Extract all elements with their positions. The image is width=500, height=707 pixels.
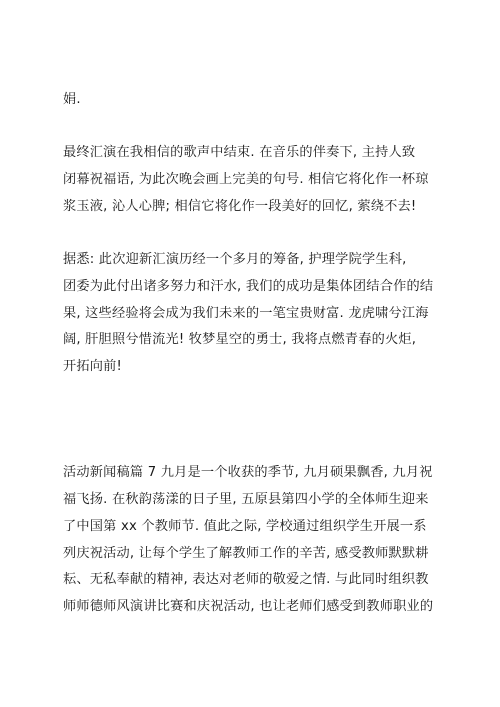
text-line: 闭幕祝福语, 为此次晚会画上完美的句号. 相信它将化作一杯琼 — [63, 172, 429, 187]
text-line: 开拓向前! — [63, 359, 123, 374]
text-line: 团委为此付出诸多努力和汗水, 我们的成功是集体团结合作的结 — [63, 279, 434, 294]
text-line: 了中国第 xx 个教师节. 值此之际, 学校通过组织学生开展一系 — [63, 519, 427, 534]
text-line: 最终汇演在我相信的歌声中结束. 在音乐的伴奏下, 主持人致 — [63, 145, 416, 160]
text-line: 据悉: 此次迎新汇演历经一个多月的筹备, 护理学院学生科, — [63, 252, 407, 267]
text-line: 活动新闻稿篇 7 九月是一个收获的季节, 九月硕果飘香, 九月祝 — [63, 465, 433, 480]
text-line: 列庆祝活动, 让每个学生了解教师工作的辛苦, 感受教师默默耕 — [63, 546, 429, 561]
text-line: 果, 这些经验将会成为我们未来的一笔宝贵财富. 龙虎啸兮江海 — [63, 306, 429, 321]
text-line: 师师德师风演讲比赛和庆祝活动, 也让老师们感受到教师职业的 — [63, 599, 434, 614]
text-line: 浆玉液, 沁人心脾; 相信它将化作一段美好的回忆, 萦绕不去! — [63, 199, 417, 214]
text-line: 耘、无私奉献的精神, 表达对老师的敬爱之情. 与此同时组织教 — [63, 572, 429, 587]
text-line: 阔, 肝胆照兮惜流光! 牧梦星空的勇士, 我将点燃青春的火炬, — [63, 332, 417, 347]
text-line: 福飞扬. 在秋韵荡漾的日子里, 五原县第四小学的全体师生迎来 — [63, 492, 429, 507]
text-line: 娟. — [63, 92, 81, 107]
